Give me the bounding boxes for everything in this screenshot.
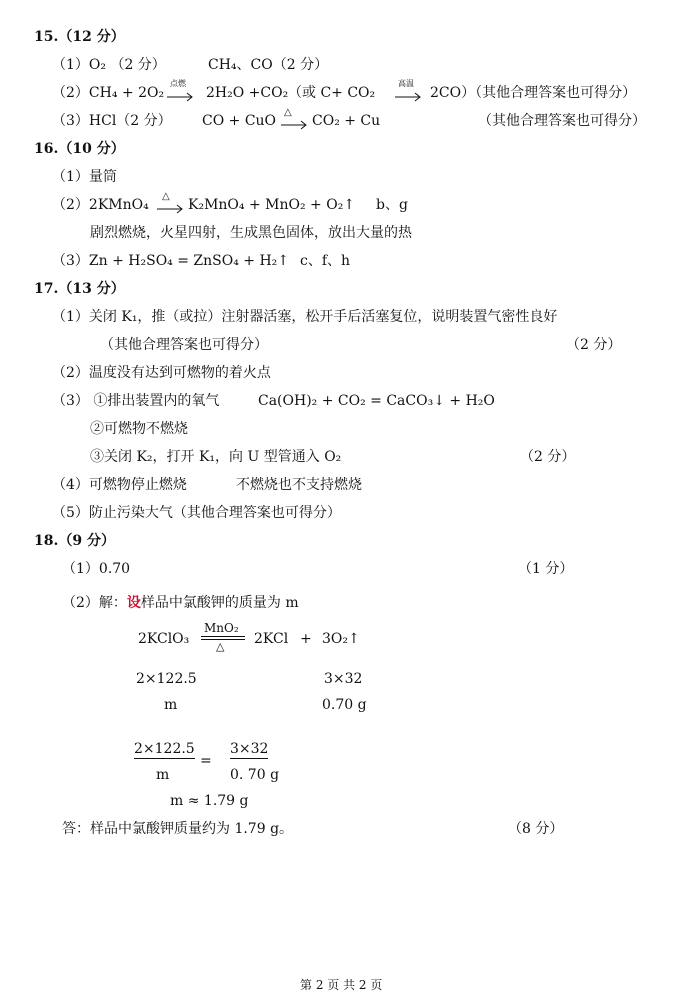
q18-eq-right2: 3O₂↑ (322, 631, 360, 647)
q17-line6-a: ③关闭 K₂，打开 K₁，向 U 型管通入 O₂ (90, 449, 342, 465)
q15-line3-c: CO₂ + Cu (312, 113, 381, 129)
q18-line1-score: （1 分） (518, 561, 574, 577)
q18-row1-b: 3×32 (324, 671, 363, 687)
q18-eq-condition: △ (216, 640, 225, 653)
q18-answer-score: （8 分） (508, 821, 564, 837)
q18-fraction2-denominator: 0. 70 g (230, 767, 280, 783)
reaction-arrow-icon (156, 202, 184, 216)
q16-line4-b: c、f、h (300, 253, 351, 269)
q18-row1-a: 2×122.5 (136, 671, 197, 687)
q18-eq-plus: + (300, 631, 312, 647)
q15-line3-condition: △ (284, 107, 292, 118)
q17-line4-b: Ca(OH)₂ + CO₂ = CaCO₃↓ + H₂O (258, 393, 495, 409)
q17-line7-b: 不燃烧也不支持燃烧 (236, 477, 362, 493)
q16-line2-condition: △ (162, 191, 170, 202)
q18-heading: 18.（9 分） (34, 533, 115, 549)
q18-eq-catalyst: MnO₂ (204, 621, 239, 635)
reaction-arrow-icon (166, 90, 194, 104)
q18-result: m ≈ 1.79 g (170, 793, 249, 809)
q15-line3-b: CO + CuO (202, 113, 277, 129)
reaction-arrow-icon (280, 118, 308, 132)
q18-line2-rest: 样品中氯酸钾的质量为 m (140, 595, 299, 611)
q18-fraction2-numerator: 3×32 (230, 741, 269, 757)
q15-line3-d: （其他合理答案也可得分） (478, 113, 646, 129)
q18-line1-a: （1）0.70 (62, 561, 131, 577)
q18-line2-prefix: （2）解： (62, 595, 127, 611)
q18-row2-b: 0.70 g (322, 697, 367, 713)
q17-line7-a: （4）可燃物停止燃烧 (52, 477, 187, 493)
q17-heading: 17.（13 分） (34, 281, 125, 297)
q16-line1: （1）量筒 (52, 169, 117, 185)
q16-line3: 剧烈燃烧，火星四射，生成黑色固体，放出大量的热 (90, 225, 412, 241)
q16-line2-a: （2）2KMnO₄ (52, 197, 149, 213)
page-footer: 第 2 页 共 2 页 (300, 978, 383, 992)
q18-fraction1-denominator: m (156, 767, 170, 783)
q17-line1: （1）关闭 K₁，推（或拉）注射器活塞，松开手后活塞复位，说明装置气密性良好 (52, 309, 558, 325)
q17-line5: ②可燃物不燃烧 (90, 421, 188, 437)
q18-eq-left: 2KClO₃ (138, 631, 190, 647)
q15-line2-condition1: 点燃 (170, 79, 186, 88)
q17-line3: （2）温度没有达到可燃物的着火点 (52, 365, 271, 381)
q16-line2-b: K₂MnO₄ + MnO₂ + O₂↑ (188, 197, 356, 213)
q15-line1-a: （1）O₂ （2 分） (52, 57, 166, 73)
q15-line1-b: CH₄、CO（2 分） (208, 57, 329, 73)
q15-line2-b: 2H₂O +CO₂ (206, 85, 289, 101)
q18-row2-a: m (164, 697, 178, 713)
q17-line6-score: （2 分） (520, 449, 576, 465)
q15-line2-a: （2）CH₄ + 2O₂ (52, 85, 165, 101)
q15-line3-a: （3）HCl（2 分） (52, 113, 172, 129)
q15-line2-condition2: 高温 (398, 79, 414, 88)
q16-line2-c: b、g (376, 197, 408, 213)
q16-heading: 16.（10 分） (34, 141, 125, 157)
q18-line2 (62, 594, 299, 612)
q17-line4-a: （3） ①排出装置内的氧气 (52, 393, 220, 409)
q18-proportion-equals: = (200, 753, 212, 769)
q15-line2-c: （或 C+ CO₂ (288, 85, 376, 101)
q17-line8: （5）防止污染大气（其他合理答案也可得分） (52, 505, 341, 521)
q15-heading: 15.（12 分） (34, 29, 125, 45)
q16-line4-a: （3）Zn + H₂SO₄ = ZnSO₄ + H₂↑ (52, 253, 290, 269)
reaction-arrow-icon (394, 90, 422, 104)
q17-line2-score: （2 分） (566, 337, 622, 353)
q17-line2-a: （其他合理答案也可得分） (100, 337, 268, 353)
q18-eq-right1: 2KCl (254, 631, 289, 647)
q18-fraction1-numerator: 2×122.5 (134, 741, 195, 757)
q18-line2-red-word: 设 (126, 595, 141, 611)
q18-answer: 答：样品中氯酸钾质量约为 1.79 g。 (62, 821, 294, 837)
q15-line2-d: 2CO）（其他合理答案也可得分） (430, 85, 637, 101)
